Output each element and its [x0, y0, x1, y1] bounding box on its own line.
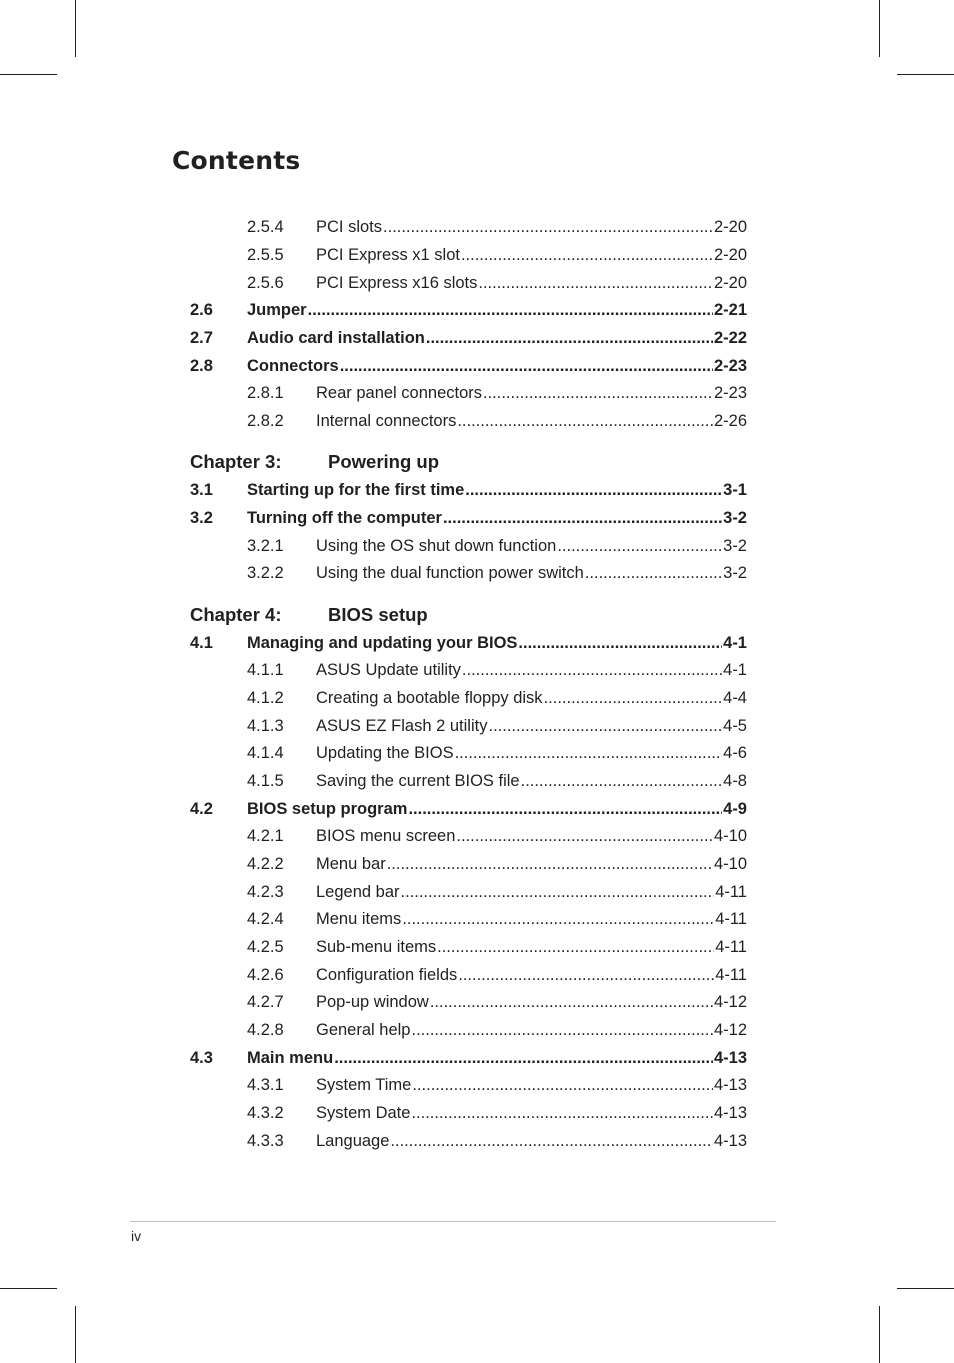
- page-number: iv: [131, 1228, 142, 1244]
- crop-mark: [0, 1288, 57, 1289]
- entry-page-number: 4-13: [713, 1104, 747, 1122]
- entry-page-number: 2-23: [713, 357, 747, 375]
- entry-title: Audio card installation: [247, 329, 425, 347]
- chapter-heading: [190, 450, 439, 474]
- dot-leader: [465, 479, 722, 501]
- entry-number: 4.1: [190, 634, 213, 652]
- toc-subsection-entry[interactable]: [190, 382, 747, 404]
- entry-title: PCI slots: [316, 218, 383, 236]
- entry-number: 2.5.4: [247, 218, 284, 236]
- entry-number: 4.1.5: [247, 772, 284, 790]
- toc-subsection-entry[interactable]: [190, 535, 747, 557]
- crop-mark: [75, 0, 76, 57]
- chapter-title: Powering up: [328, 451, 439, 472]
- entry-page-number: 2-20: [713, 274, 747, 292]
- chapter-heading: [190, 603, 428, 627]
- dot-leader: [426, 327, 713, 349]
- chapter-number: Chapter 3:: [190, 451, 282, 472]
- entry-title: BIOS setup program: [247, 800, 408, 818]
- entry-page-number: 4-8: [723, 772, 747, 790]
- entry-number: 4.2.2: [247, 855, 284, 873]
- entry-page-number: 4-13: [713, 1049, 747, 1067]
- entry-page-number: 4-4: [723, 689, 747, 707]
- dot-leader: [483, 382, 713, 404]
- toc-subsection-entry[interactable]: [190, 825, 747, 847]
- entry-page-number: 2-22: [713, 329, 747, 347]
- dot-leader: [458, 964, 714, 986]
- entry-title: Starting up for the first time: [247, 481, 465, 499]
- dot-leader: [411, 1102, 713, 1124]
- entry-title: ASUS Update utility: [316, 661, 461, 679]
- footer-divider: [130, 1221, 776, 1222]
- dot-leader: [478, 272, 713, 294]
- crop-mark: [0, 74, 57, 75]
- crop-mark: [879, 0, 880, 57]
- entry-number: 3.2.1: [247, 537, 284, 555]
- dot-leader: [488, 715, 722, 737]
- toc-subsection-entry[interactable]: [190, 908, 747, 930]
- entry-title: Legend bar: [316, 883, 400, 901]
- entry-title: Using the OS shut down function: [316, 537, 557, 555]
- entry-page-number: 4-12: [713, 1021, 747, 1039]
- dot-leader: [308, 299, 713, 321]
- dot-leader: [462, 659, 722, 681]
- entry-number: 4.1.2: [247, 689, 284, 707]
- entry-page-number: 4-13: [713, 1076, 747, 1094]
- entry-number: 4.1.3: [247, 717, 284, 735]
- entry-title: Rear panel connectors: [316, 384, 483, 402]
- dot-leader: [544, 687, 723, 709]
- toc-section-entry[interactable]: [190, 1047, 747, 1069]
- entry-number: 4.1.1: [247, 661, 284, 679]
- entry-number: 2.8.2: [247, 412, 284, 430]
- toc-subsection-entry[interactable]: [190, 562, 747, 584]
- entry-page-number: 3-2: [723, 564, 747, 582]
- toc-subsection-entry[interactable]: [190, 936, 747, 958]
- dot-leader: [412, 1074, 713, 1096]
- entry-page-number: 4-10: [713, 827, 747, 845]
- dot-leader: [430, 991, 713, 1013]
- toc-subsection-entry[interactable]: [190, 1102, 747, 1124]
- toc-section-entry[interactable]: [190, 299, 747, 321]
- toc-section-entry[interactable]: [190, 327, 747, 349]
- toc-subsection-entry[interactable]: [190, 272, 747, 294]
- dot-leader: [387, 853, 713, 875]
- entry-title: PCI Express x1 slot: [316, 246, 460, 264]
- entry-page-number: 4-10: [713, 855, 747, 873]
- entry-title: ASUS EZ Flash 2 utility: [316, 717, 488, 735]
- entry-page-number: 4-1: [723, 661, 747, 679]
- entry-title: Creating a bootable floppy disk: [316, 689, 543, 707]
- chapter-title: BIOS setup: [328, 604, 428, 625]
- entry-number: 4.2.6: [247, 966, 284, 984]
- entry-page-number: 4-11: [715, 883, 747, 901]
- crop-mark: [879, 1306, 880, 1363]
- toc-subsection-entry[interactable]: [190, 659, 747, 681]
- entry-number: 4.3.1: [247, 1076, 284, 1094]
- toc-section-entry[interactable]: [190, 632, 747, 654]
- toc-subsection-entry[interactable]: [190, 1074, 747, 1096]
- dot-leader: [443, 507, 722, 529]
- entry-page-number: 4-11: [715, 966, 747, 984]
- dot-leader: [402, 908, 714, 930]
- chapter-number: Chapter 4:: [190, 604, 282, 625]
- entry-title: Updating the BIOS: [316, 744, 454, 762]
- entry-title: Configuration fields: [316, 966, 458, 984]
- entry-page-number: 2-21: [713, 301, 747, 319]
- dot-leader: [334, 1047, 713, 1069]
- entry-page-number: 4-12: [713, 993, 747, 1011]
- entry-title: Managing and updating your BIOS: [247, 634, 518, 652]
- entry-number: 4.3.2: [247, 1104, 284, 1122]
- toc-section-entry[interactable]: [190, 355, 747, 377]
- entry-title: Internal connectors: [316, 412, 457, 430]
- entry-number: 4.2: [190, 800, 213, 818]
- entry-number: 4.2.5: [247, 938, 284, 956]
- dot-leader: [401, 881, 715, 903]
- toc-subsection-entry[interactable]: [190, 881, 747, 903]
- toc-section-entry[interactable]: [190, 507, 747, 529]
- crop-mark: [897, 74, 954, 75]
- entry-page-number: 2-26: [713, 412, 747, 430]
- dot-leader: [340, 355, 713, 377]
- entry-page-number: 3-2: [723, 509, 747, 527]
- dot-leader: [383, 216, 713, 238]
- entry-title: Turning off the computer: [247, 509, 442, 527]
- entry-number: 2.8.1: [247, 384, 284, 402]
- entry-number: 4.2.1: [247, 827, 284, 845]
- toc-section-entry[interactable]: [190, 798, 747, 820]
- entry-page-number: 4-5: [723, 717, 747, 735]
- entry-page-number: 4-13: [713, 1132, 747, 1150]
- entry-title: BIOS menu screen: [316, 827, 456, 845]
- toc-subsection-entry[interactable]: [190, 1130, 747, 1152]
- toc-section-entry[interactable]: [190, 479, 747, 501]
- entry-title: Using the dual function power switch: [316, 564, 584, 582]
- entry-title: Menu bar: [316, 855, 386, 873]
- dot-leader: [408, 798, 722, 820]
- toc-subsection-entry[interactable]: [190, 770, 747, 792]
- dot-leader: [557, 535, 722, 557]
- toc-subsection-entry[interactable]: [190, 853, 747, 875]
- page-title: Contents: [172, 146, 301, 175]
- toc-subsection-entry[interactable]: [190, 244, 747, 266]
- entry-number: 2.5.5: [247, 246, 284, 264]
- entry-number: 2.6: [190, 301, 213, 319]
- entry-page-number: 2-23: [713, 384, 747, 402]
- dot-leader: [411, 1019, 712, 1041]
- entry-number: 3.2: [190, 509, 213, 527]
- entry-page-number: 4-1: [723, 634, 747, 652]
- entry-page-number: 3-1: [723, 481, 747, 499]
- entry-title: Main menu: [247, 1049, 334, 1067]
- entry-title: General help: [316, 1021, 411, 1039]
- entry-title: System Time: [316, 1076, 412, 1094]
- toc-subsection-entry[interactable]: [190, 742, 747, 764]
- toc-subsection-entry[interactable]: [190, 410, 747, 432]
- entry-number: 4.2.3: [247, 883, 284, 901]
- dot-leader: [390, 1130, 713, 1152]
- entry-title: Pop-up window: [316, 993, 429, 1011]
- entry-number: 4.2.4: [247, 910, 284, 928]
- dot-leader: [456, 825, 713, 847]
- toc-subsection-entry[interactable]: [190, 216, 747, 238]
- entry-page-number: 4-6: [723, 744, 747, 762]
- entry-number: 3.1: [190, 481, 213, 499]
- entry-title: Jumper: [247, 301, 307, 319]
- dot-leader: [437, 936, 714, 958]
- entry-page-number: 2-20: [713, 218, 747, 236]
- entry-page-number: 3-2: [723, 537, 747, 555]
- entry-title: Connectors: [247, 357, 339, 375]
- entry-title: PCI Express x16 slots: [316, 274, 478, 292]
- dot-leader: [457, 410, 713, 432]
- toc-subsection-entry[interactable]: [190, 715, 747, 737]
- crop-mark: [75, 1306, 76, 1363]
- entry-title: System Date: [316, 1104, 411, 1122]
- entry-number: 4.2.7: [247, 993, 284, 1011]
- toc-subsection-entry[interactable]: [190, 964, 747, 986]
- entry-page-number: 4-11: [715, 938, 747, 956]
- entry-number: 4.2.8: [247, 1021, 284, 1039]
- entry-number: 4.1.4: [247, 744, 284, 762]
- dot-leader: [585, 562, 722, 584]
- entry-number: 4.3: [190, 1049, 213, 1067]
- toc-subsection-entry[interactable]: [190, 687, 747, 709]
- entry-page-number: 4-11: [715, 910, 747, 928]
- entry-number: 2.5.6: [247, 274, 284, 292]
- entry-number: 2.7: [190, 329, 213, 347]
- toc-subsection-entry[interactable]: [190, 1019, 747, 1041]
- entry-number: 3.2.2: [247, 564, 284, 582]
- dot-leader: [461, 244, 713, 266]
- entry-title: Saving the current BIOS file: [316, 772, 520, 790]
- dot-leader: [521, 770, 723, 792]
- dot-leader: [455, 742, 723, 764]
- entry-title: Sub-menu items: [316, 938, 437, 956]
- entry-number: 2.8: [190, 357, 213, 375]
- entry-page-number: 2-20: [713, 246, 747, 264]
- entry-title: Language: [316, 1132, 390, 1150]
- entry-page-number: 4-9: [723, 800, 747, 818]
- toc-subsection-entry[interactable]: [190, 991, 747, 1013]
- entry-title: Menu items: [316, 910, 402, 928]
- entry-number: 4.3.3: [247, 1132, 284, 1150]
- crop-mark: [897, 1288, 954, 1289]
- dot-leader: [518, 632, 722, 654]
